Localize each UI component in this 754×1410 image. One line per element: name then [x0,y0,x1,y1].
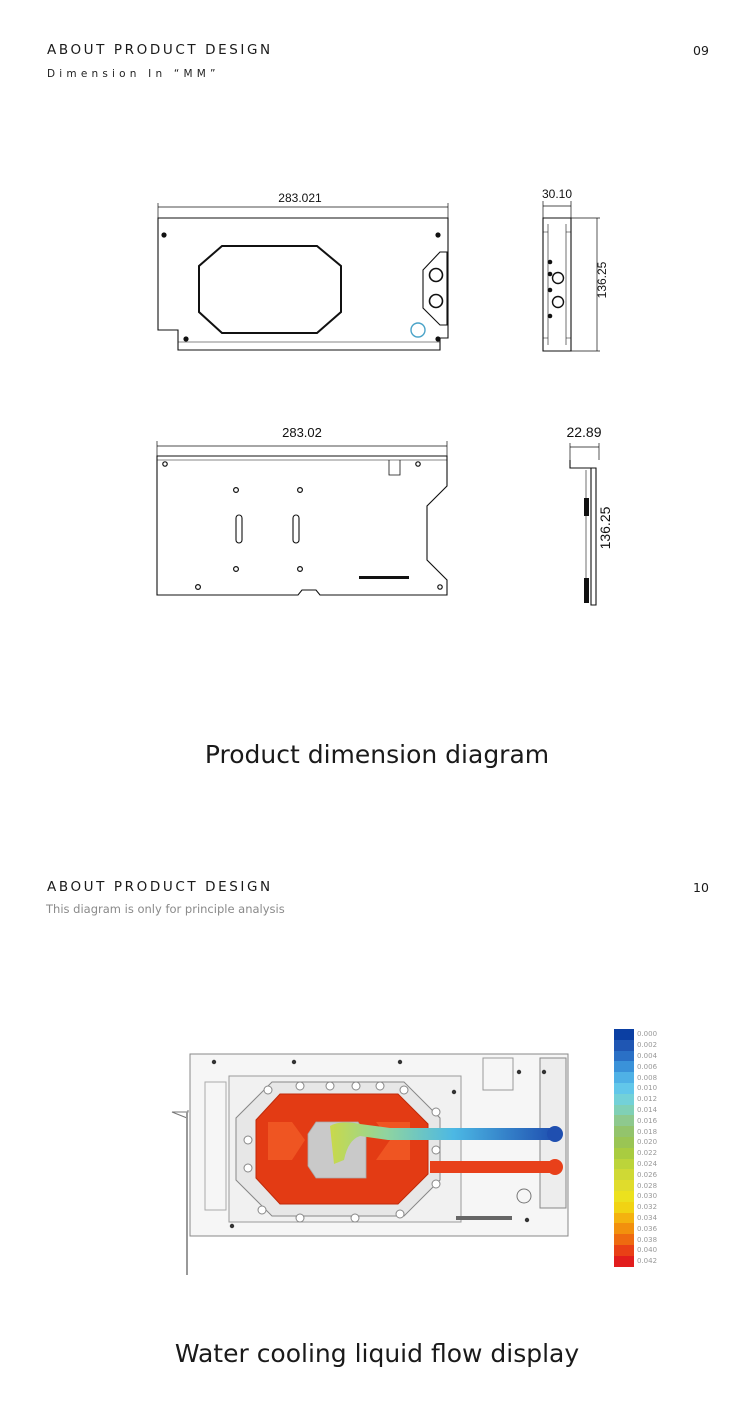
dim-back-side-height: 136.25 [597,506,613,550]
legend-swatch [614,1137,634,1148]
legend-row [614,1169,674,1180]
legend-row [614,1223,674,1234]
page-number-10: 10 [693,880,709,895]
legend-swatch [614,1061,634,1072]
legend-swatch [614,1051,634,1062]
legend-label: 0.028 [637,1181,658,1190]
legend-label: 0.016 [637,1116,658,1125]
legend-swatch [614,1180,634,1191]
legend-label: 0.038 [637,1235,658,1244]
flow-simulation [160,1045,580,1280]
legend-row [614,1061,674,1072]
legend-label: 0.022 [637,1149,658,1158]
legend-row [614,1083,674,1094]
legend-row [614,1115,674,1126]
legend-swatch [614,1213,634,1224]
legend-label: 0.010 [637,1084,658,1093]
legend-label: 0.024 [637,1159,658,1168]
legend-swatch [614,1094,634,1105]
legend-row [614,1180,674,1191]
dim-side-height: 136.25 [595,261,609,299]
legend-row [614,1234,674,1245]
section-title-10: ABOUT PRODUCT DESIGN [47,879,273,895]
legend-label: 0.012 [637,1095,658,1104]
legend-row [614,1094,674,1105]
back-view-drawing [157,441,447,595]
legend-row [614,1256,674,1267]
caption-10: Water cooling liquid flow display [174,1339,580,1368]
caption-09: Product dimension diagram [204,740,550,769]
legend-swatch [614,1072,634,1083]
legend-row [614,1148,674,1159]
legend-swatch [614,1256,634,1267]
legend-swatch [614,1029,634,1040]
legend-swatch [614,1202,634,1213]
dimension-drawings [0,170,754,630]
legend-swatch [614,1083,634,1094]
back-side-view-drawing [570,443,599,605]
legend-swatch [614,1223,634,1234]
legend-swatch [614,1245,634,1256]
legend-swatch [614,1148,634,1159]
page-number-09: 09 [693,43,709,58]
legend-row [614,1213,674,1224]
legend-swatch [614,1105,634,1116]
section-subtitle-10: This diagram is only for principle analysis [46,902,285,916]
legend-swatch [614,1191,634,1202]
legend-row [614,1029,674,1040]
legend-label: 0.030 [637,1192,658,1201]
legend-row [614,1245,674,1256]
legend-row [614,1159,674,1170]
legend-row [614,1051,674,1062]
legend-label: 0.036 [637,1224,658,1233]
legend-label: 0.020 [637,1138,658,1147]
front-view-drawing [158,203,448,350]
legend-swatch [614,1126,634,1137]
legend-label: 0.014 [637,1105,658,1114]
legend-label: 0.026 [637,1170,658,1179]
side-view-drawing [543,201,600,351]
dim-back-width: 283.02 [282,425,322,440]
legend-label: 0.002 [637,1041,658,1050]
legend-label: 0.040 [637,1246,658,1255]
legend-label: 0.006 [637,1062,658,1071]
legend-label: 0.042 [637,1257,658,1266]
legend-label: 0.018 [637,1127,658,1136]
legend-row [614,1137,674,1148]
legend-row [614,1202,674,1213]
legend-row [614,1040,674,1051]
legend-swatch [614,1040,634,1051]
legend-label: 0.000 [637,1030,658,1039]
legend-label: 0.032 [637,1203,658,1212]
legend-row [614,1191,674,1202]
legend-swatch [614,1159,634,1170]
dim-front-width: 283.021 [278,191,322,205]
legend-label: 0.004 [637,1051,658,1060]
legend-row [614,1126,674,1137]
legend-swatch [614,1169,634,1180]
legend-row [614,1072,674,1083]
dim-side-thickness: 30.10 [541,187,573,201]
section-title-09: ABOUT PRODUCT DESIGN [47,42,273,58]
dim-back-side-thickness: 22.89 [566,424,602,440]
section-subtitle-09: Dimension In “MM” [47,68,220,80]
flow-legend [614,1029,674,1267]
legend-row [614,1105,674,1116]
legend-label: 0.034 [637,1213,658,1222]
legend-swatch [614,1115,634,1126]
legend-swatch [614,1234,634,1245]
legend-label: 0.008 [637,1073,658,1082]
